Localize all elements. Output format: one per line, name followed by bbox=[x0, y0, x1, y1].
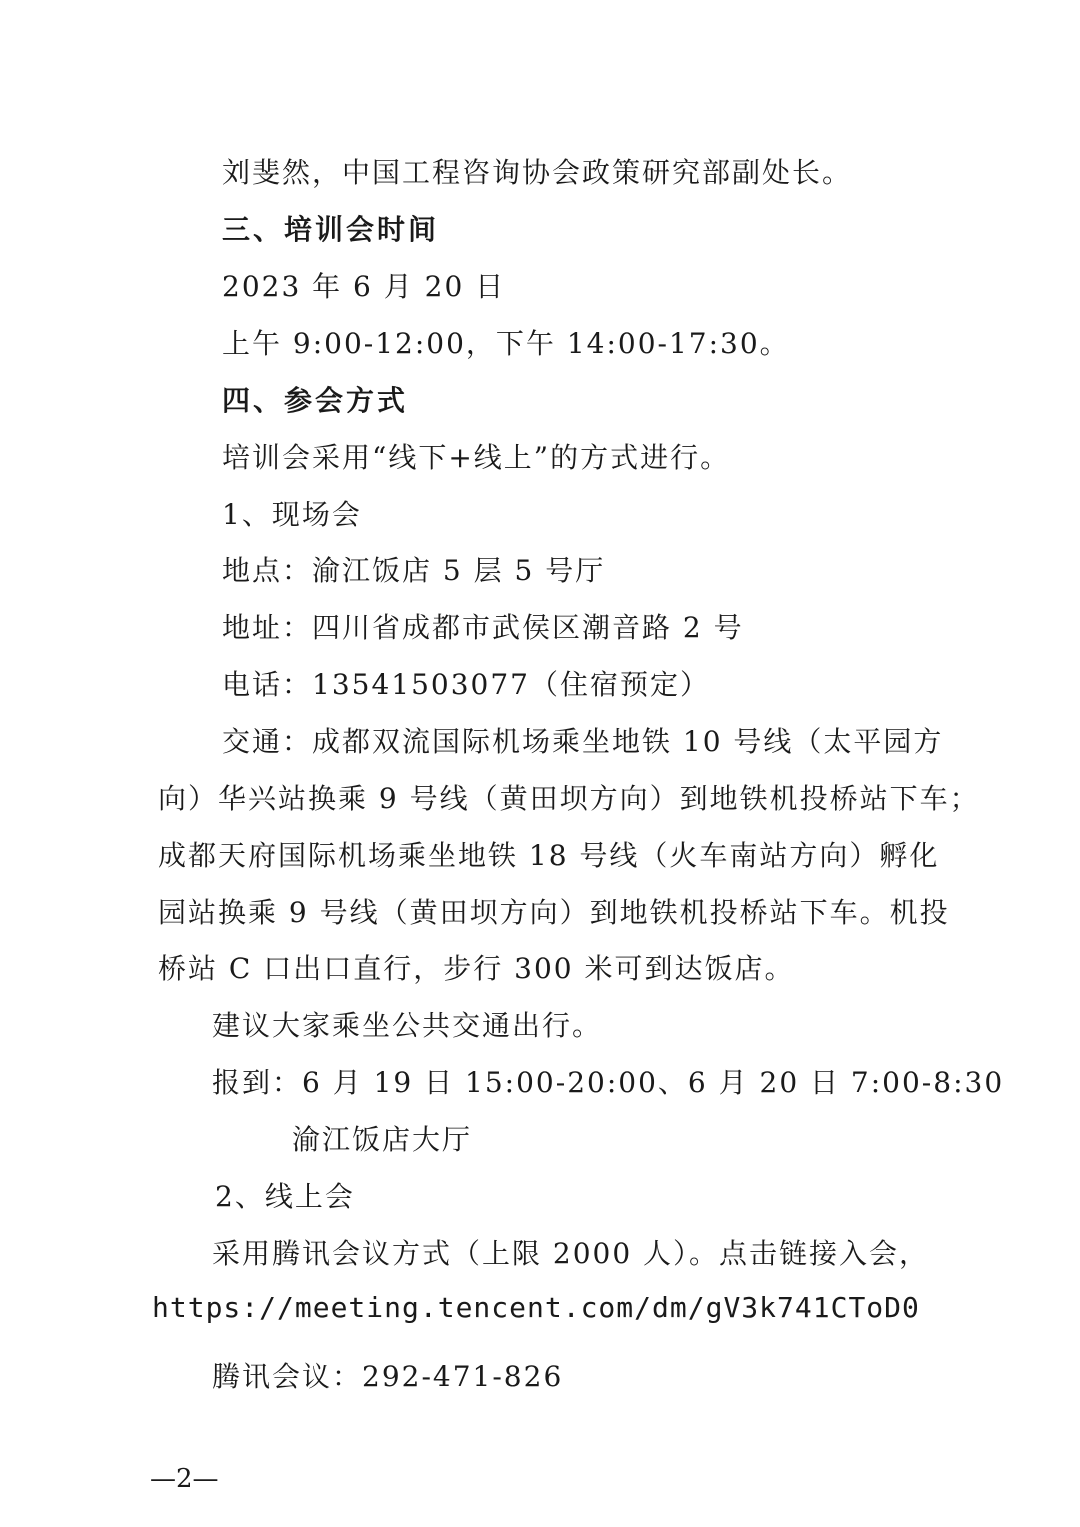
training-date: 2023 年 6 月 20 日 bbox=[222, 270, 506, 303]
subheading-online: 2、线上会 bbox=[215, 1180, 355, 1213]
meeting-id-line: 腾讯会议：292-471-826 bbox=[212, 1360, 564, 1393]
online-meeting-line: 采用腾讯会议方式（上限 2000 人）。点击链接入会， bbox=[212, 1237, 930, 1270]
transport-line-1: 交通：成都双流国际机场乘坐地铁 10 号线（太平园方 bbox=[222, 725, 944, 758]
public-transport-advice: 建议大家乘坐公共交通出行。 bbox=[212, 1009, 603, 1042]
attendance-format: 培训会采用“线下+线上”的方式进行。 bbox=[222, 441, 731, 474]
meeting-link[interactable]: https://meeting.tencent.com/dm/gV3k741CToD0 bbox=[152, 1291, 920, 1324]
phone-line: 电话：13541503077（住宿预定） bbox=[222, 668, 710, 701]
section-heading-attendance: 四、参会方式 bbox=[222, 384, 409, 417]
transport-line-3: 成都天府国际机场乘坐地铁 18 号线（火车南站方向）孵化 bbox=[158, 839, 940, 872]
subheading-onsite: 1、现场会 bbox=[222, 498, 362, 531]
address-line: 地址：四川省成都市武侯区潮音路 2 号 bbox=[222, 611, 744, 644]
registration-line: 报到：6 月 19 日 15:00-20:00、6 月 20 日 7:00-8:30 bbox=[212, 1066, 1005, 1099]
page-number: —2— bbox=[150, 1464, 219, 1494]
section-heading-training-time: 三、培训会时间 bbox=[222, 213, 440, 246]
transport-line-2: 向）华兴站换乘 9 号线（黄田坝方向）到地铁机投桥站下车； bbox=[158, 782, 980, 815]
transport-line-5: 桥站 C 口出口直行，步行 300 米可到达饭店。 bbox=[158, 952, 795, 985]
training-hours: 上午 9:00-12:00，下午 14:00-17:30。 bbox=[222, 327, 790, 360]
registration-location: 渝江饭店大厅 bbox=[292, 1123, 473, 1156]
venue-line: 地点：渝江饭店 5 层 5 号厅 bbox=[222, 554, 606, 587]
expert-line: 刘斐然，中国工程咨询协会政策研究部副处长。 bbox=[222, 156, 853, 189]
transport-line-4: 园站换乘 9 号线（黄田坝方向）到地铁机投桥站下车。机投 bbox=[158, 896, 950, 929]
